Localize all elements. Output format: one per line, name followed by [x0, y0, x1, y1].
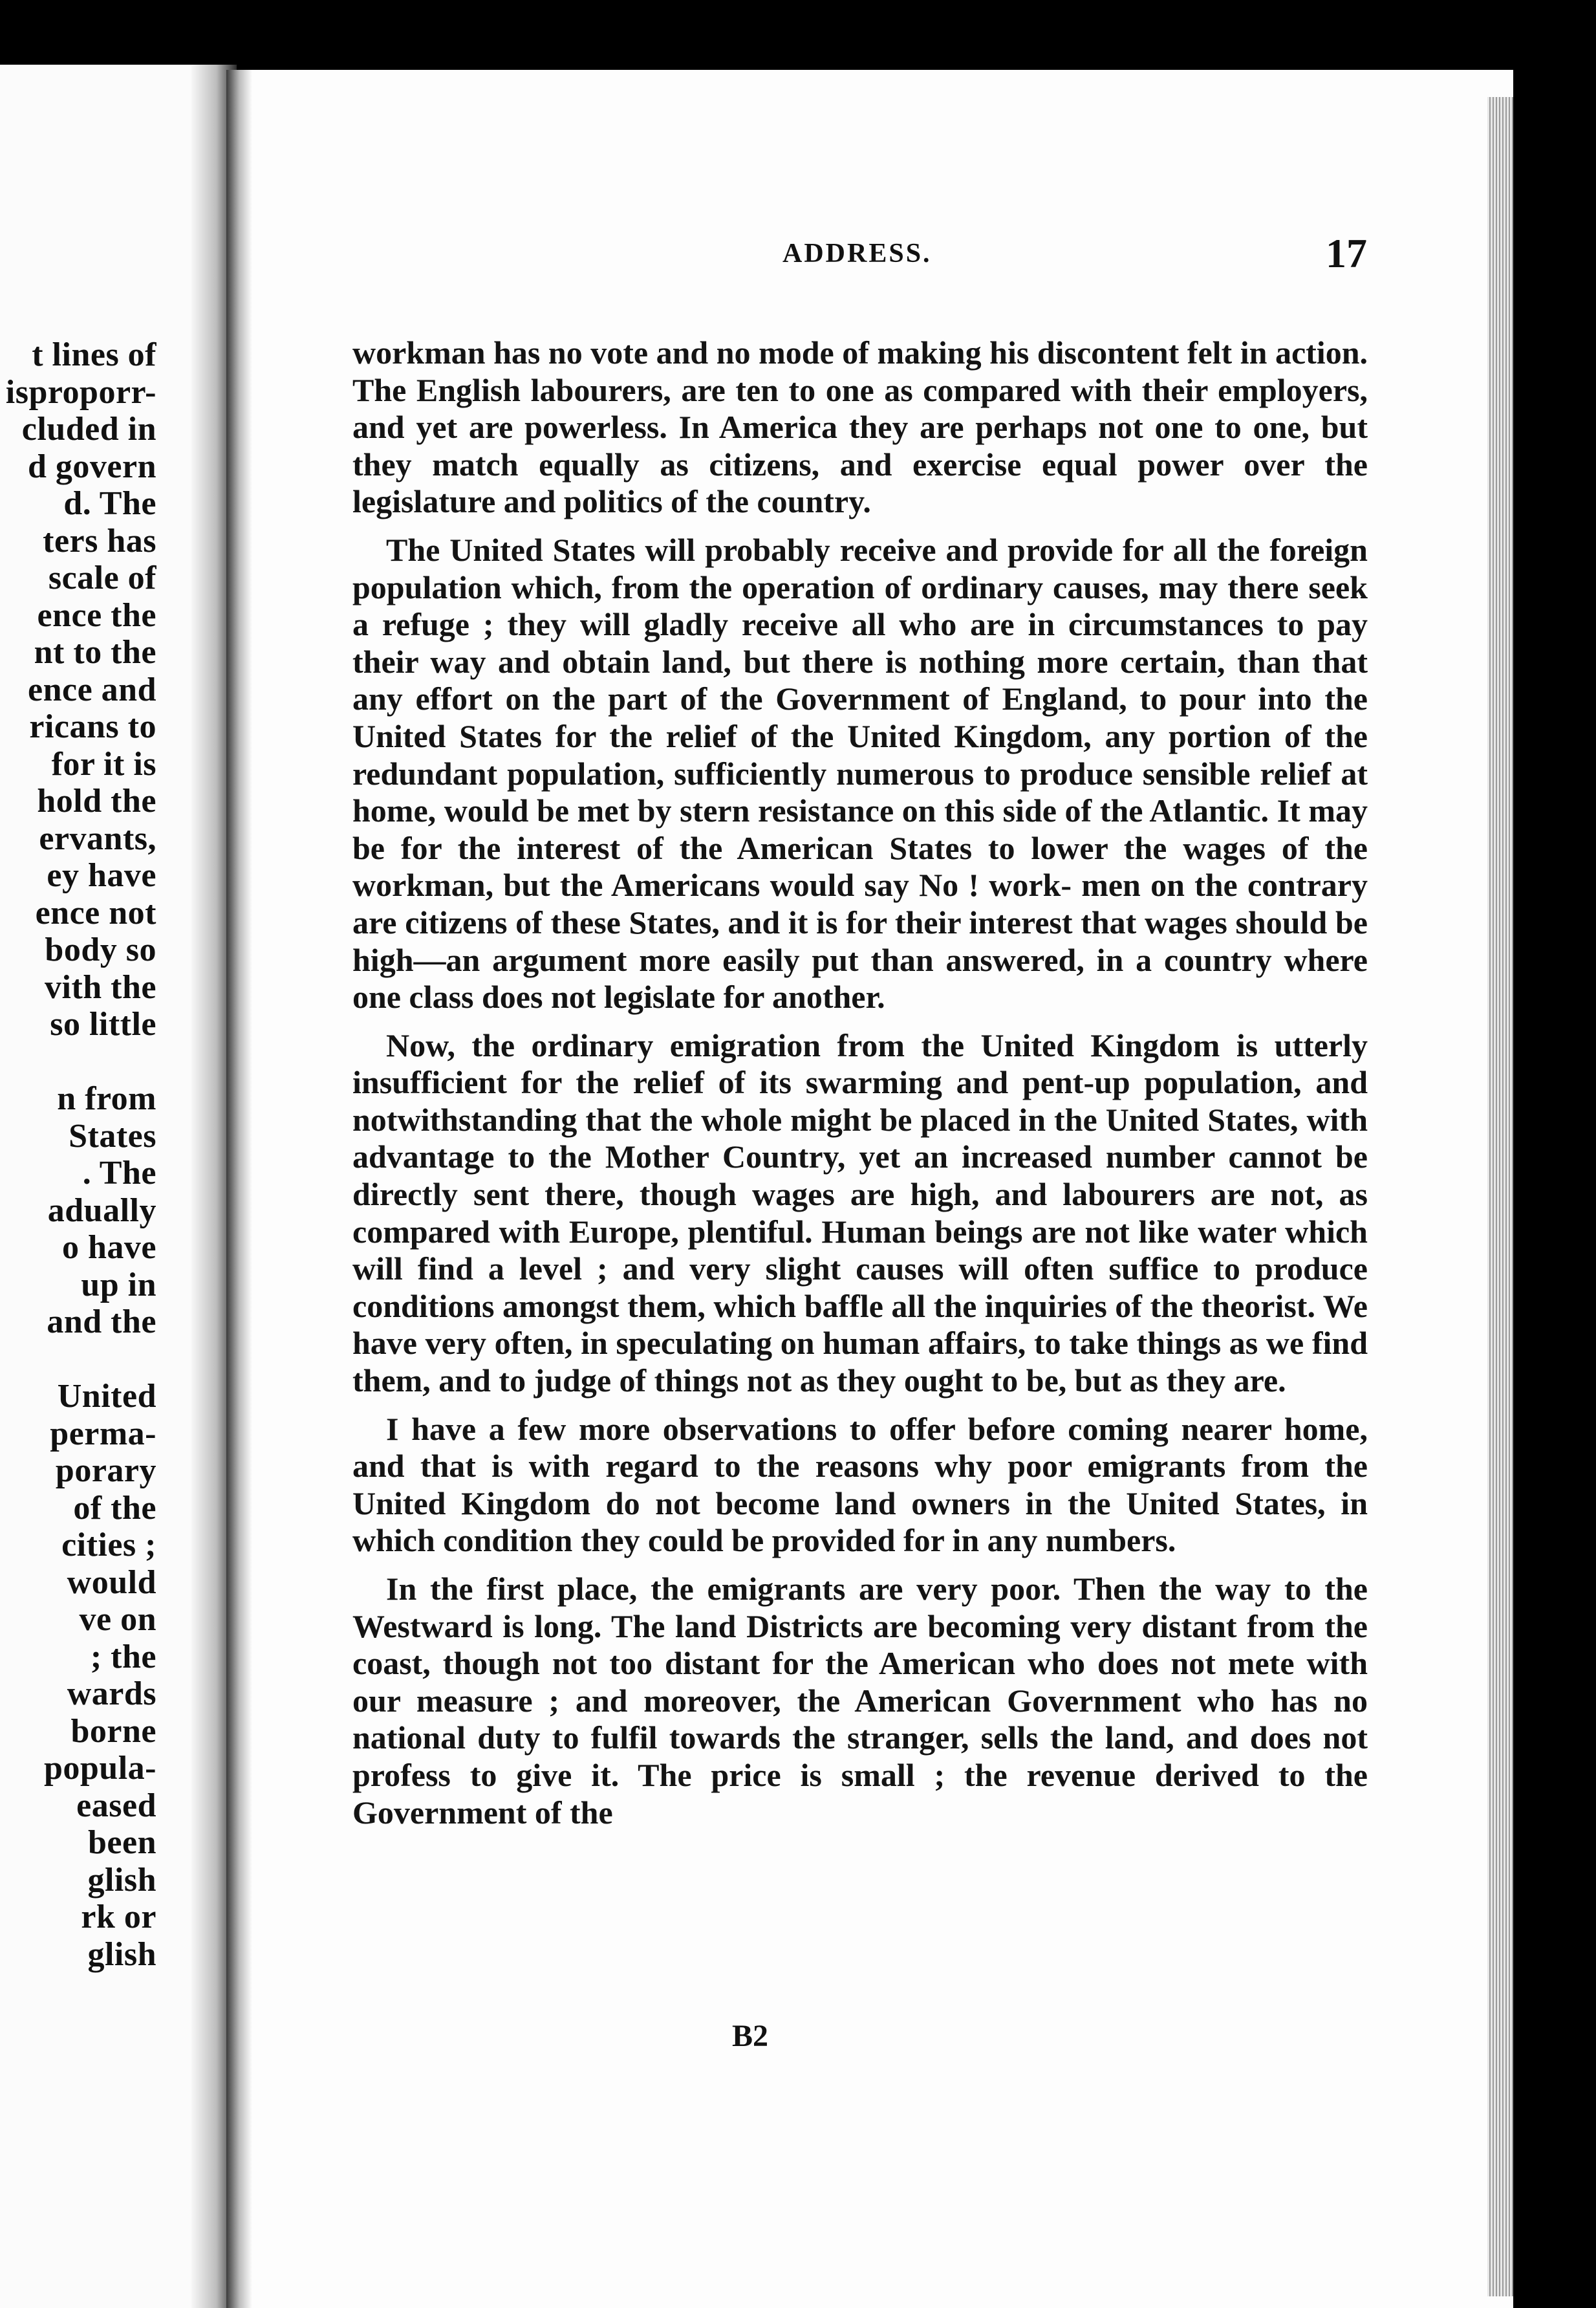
left-page-line: t lines of: [32, 336, 156, 373]
left-page-line: of the: [73, 1489, 156, 1527]
paragraph: Now, the ordinary emigration from the United Kingdom is utterly insufficient for the relief of its swarming and pent-up population, and notwithstanding that the whole might be placed in the United States, with advantage to the Mother Country, yet an increased number cannot be directly sent there, though wages are high, and labourers are not, as compared with Europe, plentiful. Human beings are not like water which will find a level ; and very slight causes will often suffice to produce conditions amongst them, which baffle all the inquiries of the theorist. We have very often, in speculating on human affairs, to take things as we find them, and to judge of things not as they ought to be, but as they are.: [352, 1027, 1368, 1399]
left-page-line: ence and: [28, 671, 156, 708]
left-page-line: popula-: [43, 1750, 156, 1787]
paragraph: workman has no vote and no mode of making his discontent felt in action. The English labourers, are ten to one as compared with their employers, and yet are powerless. In America they are perhaps not one to one, but they match equally as citizens, and exercise equal power over the legislature and politics of the country.: [352, 334, 1368, 520]
page-number: 17: [1326, 230, 1367, 276]
left-page-line: d govern: [28, 448, 156, 485]
left-page-line: ters has: [43, 522, 156, 560]
left-page-line: eased: [76, 1787, 156, 1824]
left-page-line: States: [69, 1117, 156, 1155]
left-page-line: glish: [87, 1935, 156, 1973]
left-page-line: so little: [50, 1006, 156, 1043]
left-page-line: ricans to: [29, 708, 156, 745]
left-page-line: . The: [82, 1155, 156, 1192]
left-page-line: and the: [47, 1303, 156, 1340]
left-page-line: for it is: [51, 745, 156, 783]
left-page-line: rk or: [81, 1899, 156, 1935]
left-page-line: porary: [55, 1452, 156, 1489]
left-page-line: cluded in: [21, 411, 156, 448]
left-page-line: d. The: [63, 485, 156, 522]
left-page-line: nt to the: [34, 634, 156, 671]
left-page-line: up in: [81, 1266, 156, 1303]
left-page-line: been: [88, 1824, 156, 1861]
left-page-fragment: [0, 65, 233, 2308]
paragraph: I have a few more observations to offer before coming nearer home, and that is with regard to the reasons why poor emigrants from the United Kingdom do not become land owners in the United States, in which condition they could be provided for in any numbers.: [352, 1410, 1368, 1559]
left-page-line: [6, 1341, 156, 1378]
left-page-line: United: [57, 1378, 156, 1415]
left-page-line: ; the: [90, 1638, 156, 1675]
paragraph: In the first place, the emigrants are very poor. Then the way to the Westward is long. The land Districts are becoming very distant from the coast, though not too distant for the American who does not mete with our measure ; and moreover, the American Government who has no national duty to fulfil towards the stranger, sells the land, and does not profess to give it. The price is small ; the revenue derived to the Government of the: [352, 1571, 1368, 1831]
left-page-line: ve on: [79, 1601, 156, 1638]
left-page-line: glish: [87, 1861, 156, 1899]
left-page-line: wards: [67, 1675, 156, 1712]
signature-mark: B2: [732, 2019, 769, 2053]
left-page-line: body so: [45, 931, 156, 968]
left-page-line: cities ;: [61, 1527, 156, 1563]
left-page-line: vith the: [45, 968, 156, 1006]
left-page-line: ey have: [47, 857, 156, 894]
left-page-line: borne: [70, 1712, 156, 1750]
page-edge-stack: [1487, 97, 1513, 2296]
running-head: ADDRESS.: [782, 239, 932, 268]
left-page-line: scale of: [48, 560, 156, 596]
main-page-gutter-shadow: [226, 70, 252, 2308]
left-page-line: o have: [62, 1229, 156, 1266]
paragraph: The United States will probably receive and provide for all the foreign population which, from the operation of ordinary causes, may there seek a refuge ; they will gladly receive all who are in circumstances to pay their way and obtain land, but there is nothing more certain, than that any effort on the part of the Government of England, to pour into the United States for the relief of the United Kingdom, any portion of the redundant population, sufficiently numerous to produce sensible relief at home, would be met by stern resistance on this side of the Atlantic. It may be for the interest of the American States to lower the wages of the workman, but the Americans would say No ! work- men on the contrary are citizens of these States, and it is for their interest that wages should be high—an argument more easily put than answered, in a country where one class does not legislate for another.: [352, 531, 1368, 1016]
left-page-line: ence not: [35, 894, 156, 931]
left-page-line: would: [67, 1563, 156, 1601]
body-text: [352, 334, 1368, 1842]
left-page-line: perma-: [50, 1415, 156, 1452]
left-page-text: [6, 336, 156, 1973]
left-page-line: n from: [57, 1080, 156, 1117]
left-page-line: hold the: [37, 783, 156, 820]
left-page-line: ervants,: [39, 820, 156, 857]
left-page-line: adually: [47, 1192, 156, 1229]
top-binding-shadow: [491, 35, 763, 53]
left-page-line: isproporr-: [5, 373, 156, 411]
left-page-line: [6, 1043, 156, 1081]
left-page-line: ence the: [37, 596, 156, 634]
